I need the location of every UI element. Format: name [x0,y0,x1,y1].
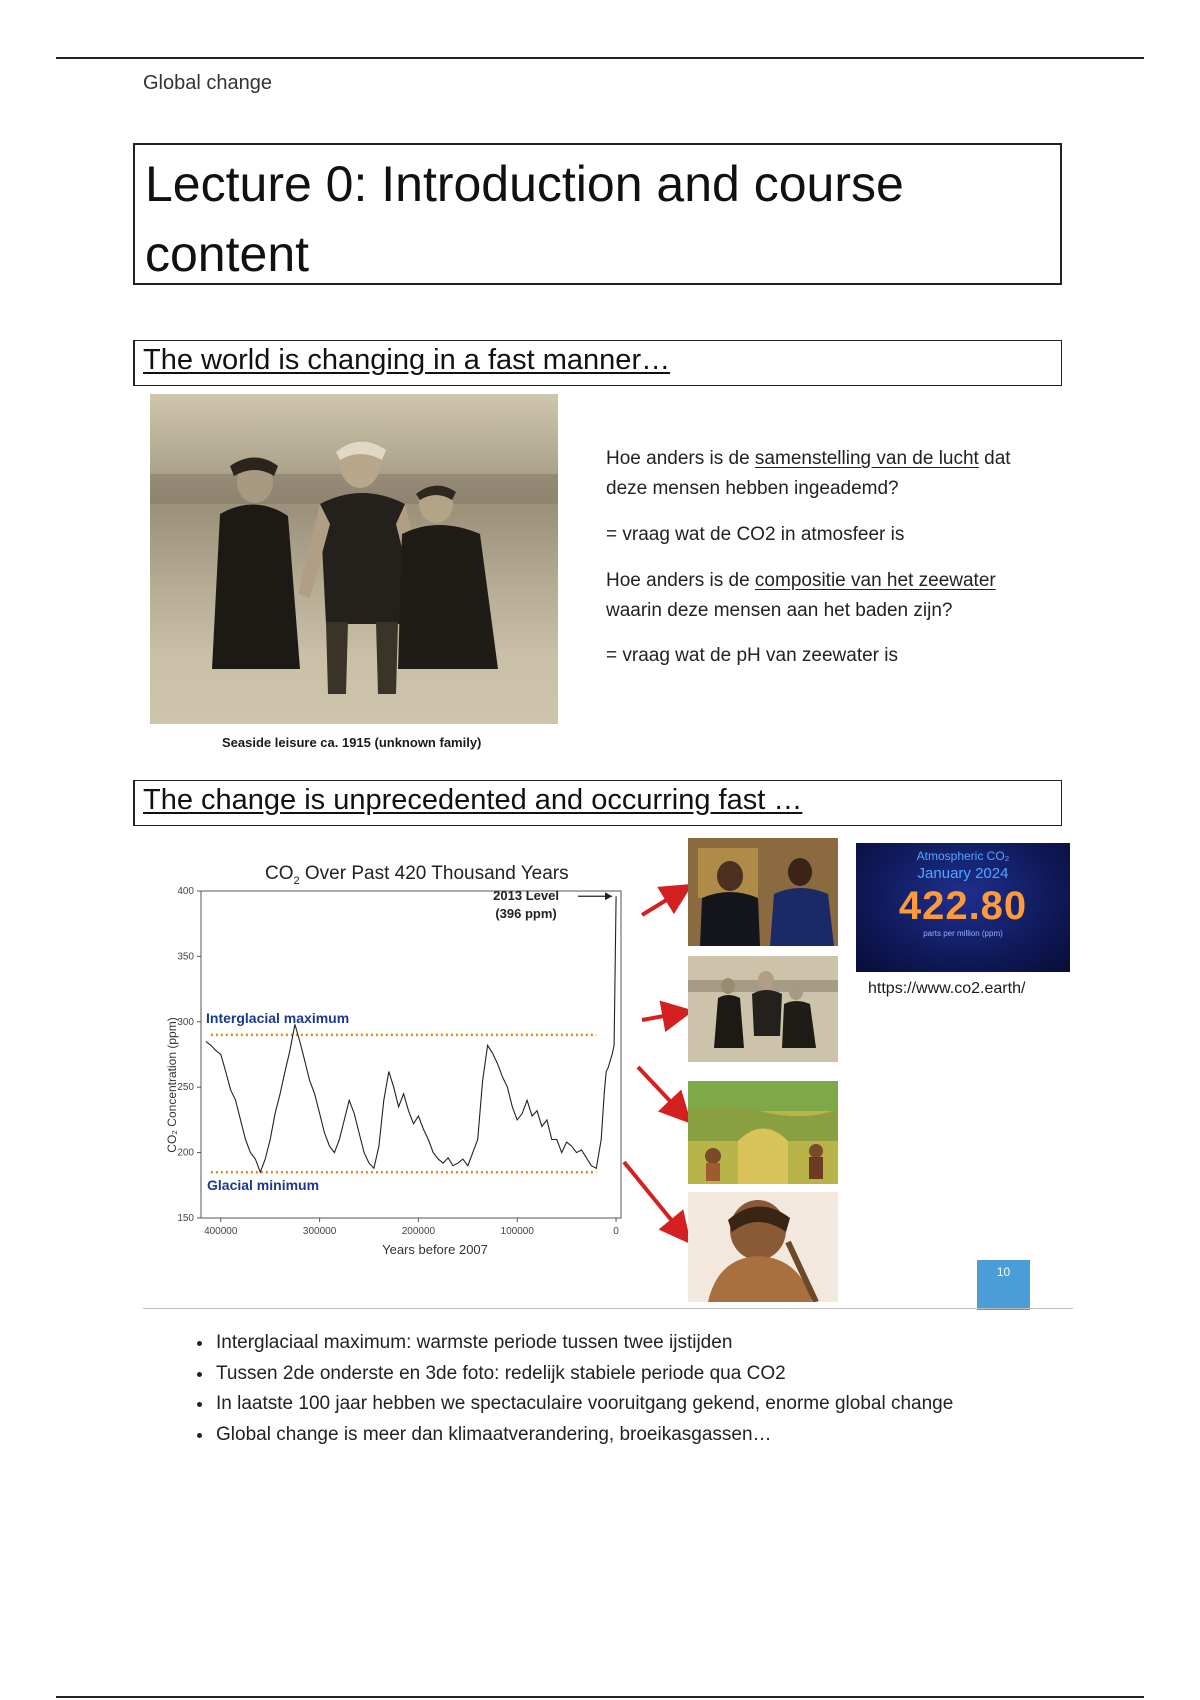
question-2-underlined: compositie van het zeewater [754,570,996,591]
co2-panel-value: 422.80 [898,884,1028,928]
y-axis-label: CO₂ Concentration (ppm) [165,1017,179,1153]
top-rule [56,57,1144,59]
lecture-title-box [133,143,1062,285]
x-tick-label: 300000 [302,1226,337,1237]
question-1-pre: Hoe anders is de [606,448,755,469]
section-heading-2 [133,780,1062,826]
y-tick-label: 300 [177,1016,194,1028]
y-tick-label: 150 [177,1213,194,1224]
annotation-line-1: 2013 Level [493,888,559,904]
seaside-photo-art [150,394,558,724]
y-tick-label: 250 [177,1082,194,1094]
co2-daily-panel [856,843,1070,972]
plot-frame [201,891,621,1218]
x-tick-label: 0 [613,1226,619,1237]
glacial-label: Glacial minimum [207,1177,320,1194]
bullet-item: • Global change is meer dan klimaatverandering, broeikasgassen… [214,1420,953,1451]
bullet-item: • In laatste 100 jaar hebben we spectaculaire vooruitgang gekend, enorme global change [214,1389,953,1420]
section-heading-2-text: The change is unprecedented and occurring fast … [143,784,803,816]
x-axis-label: Years before 2007 [382,1242,488,1257]
y-tick-label: 350 [177,951,194,963]
slide-bottom-line [143,1308,1073,1309]
question-1-post: dat deze mensen hebben ingeademd? [606,448,1011,499]
co2-panel-unit: parts per million (ppm) [923,929,1003,938]
bullet-item: • Tussen 2de onderste en 3de foto: redelijk stabiele periode qua CO2 [214,1359,953,1390]
x-tick-label: 200000 [401,1226,436,1237]
question-1-underlined: samenstelling van de lucht [754,448,979,469]
co2-panel-label: Atmospheric CO₂ [916,849,1010,863]
x-tick-label: 400000 [204,1226,238,1237]
photo-prehistoric-human [688,1192,838,1302]
photo-early-farmers-art [688,1081,838,1184]
co2-earth-link[interactable]: https://www.co2.earth/ [868,980,1026,997]
photo-seaside-small-art [688,956,838,1062]
photo-caption: Seaside leisure ca. 1915 (unknown family) [222,735,482,750]
bullet-list [178,1328,953,1450]
annotation-arrowhead [605,892,612,900]
question-2 [606,566,1056,626]
co2-panel-month: January 2024 [917,865,1009,882]
photo-presidential-couple-art [688,838,838,946]
annotation-line-2: (396 ppm) [495,906,557,922]
bullet-item: • Interglaciaal maximum: warmste periode tussen twee ijstijden [214,1328,953,1359]
slide-page-number: 10 [977,1260,1030,1310]
course-header: Global change [143,72,272,94]
x-tick-label: 100000 [500,1226,534,1237]
y-tick-label: 200 [177,1147,194,1159]
question-1 [606,444,1056,504]
question-2-pre: Hoe anders is de [606,570,755,591]
photo-seaside-small [688,956,838,1062]
photo-prehistoric-human-art [688,1192,838,1302]
co2-chart-svg [143,835,683,1263]
chart-title: $CO_2$ Over Past 420 Thousand Years [265,863,569,887]
answer-2: = vraag wat de pH van zeewater is [606,645,899,666]
question-2-post: waarin deze mensen aan het baden zijn? [606,600,953,621]
seaside-photo [150,394,558,724]
section-heading-1-text: The world is changing in a fast manner… [143,344,671,376]
section-heading-1 [133,340,1062,386]
co2-chart [143,835,683,1263]
photo-presidential-couple [688,838,838,946]
interglacial-label: Interglacial maximum [206,1009,350,1026]
bottom-rule [56,1696,1144,1698]
answer-1: = vraag wat de CO2 in atmosfeer is [606,524,905,545]
y-tick-label: 400 [177,886,194,897]
lecture-title: Lecture 0: Introduction and course content [145,156,904,282]
photo-early-farmers [688,1081,838,1184]
